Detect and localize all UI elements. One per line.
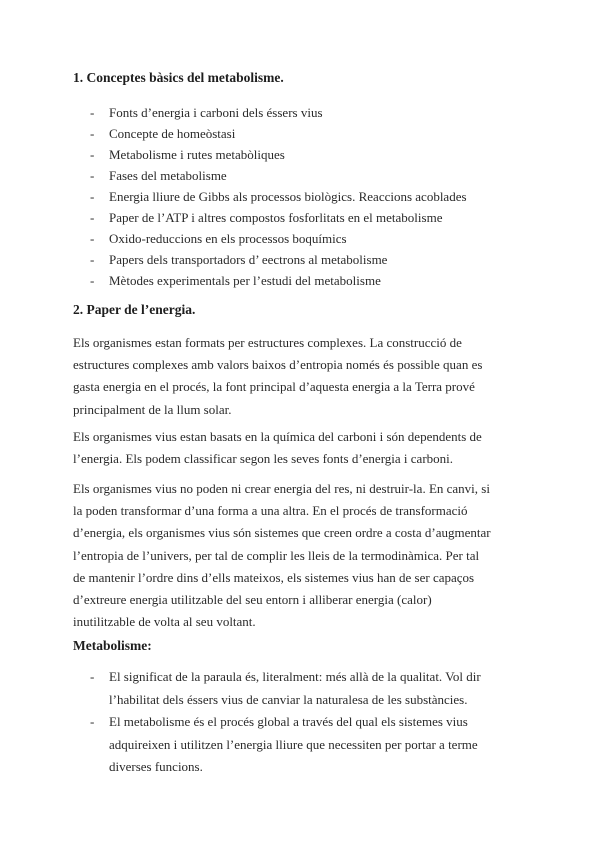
list-item-text: Papers dels transportadors d’ eectrons al metabolisme — [109, 252, 388, 267]
paragraph-line: estructures complexes amb valors baixos d’entropia només és possible quan es — [73, 357, 483, 373]
paragraph-line: l’entropia de l’univers, per tal de complir les lleis de la termodinàmica. Per tal — [73, 547, 480, 563]
list-item-text: Metabolisme i rutes metabòliques — [109, 147, 285, 162]
list-item-line: adquireixen i utilitzen l’energia lliure que necessiten per portar a terme — [109, 736, 478, 752]
list-dash: - — [90, 105, 95, 120]
paragraph-line: d’extreure energia utilitzable del seu entorn i alliberar energia (calor) — [73, 592, 432, 608]
list-item-line: l’habilitat dels éssers vius de canviar la naturalesa de les substàncies. — [109, 691, 468, 707]
list-dash: - — [90, 273, 95, 288]
paragraph-2 — [73, 426, 533, 470]
list-dash: - — [90, 210, 95, 225]
list-dash: - — [90, 252, 95, 267]
list-dash: - — [90, 714, 95, 729]
paragraph-line: Els organismes estan formats per estructures complexes. La construcció de — [73, 335, 462, 350]
paragraph-line: l’energia. Els podem classificar segon les seves fonts d’energia i carboni. — [73, 451, 454, 467]
list-item-text — [109, 666, 481, 711]
list-dash: - — [90, 147, 95, 162]
list-item-text: Concepte de homeòstasi — [109, 126, 236, 141]
list-item-text — [109, 711, 481, 779]
list-dash: - — [90, 669, 95, 684]
list-item-text: Fonts d’energia i carboni dels éssers vius — [109, 105, 323, 120]
list-item-text: Oxido-reduccions en els processos boquímics — [109, 231, 347, 246]
paragraph-line: d’energia, els organismes vius són sistemes que creen ordre a costa d’augmentar — [73, 525, 491, 541]
paragraph-line: inutilitzable de volta al seu voltant. — [73, 614, 256, 630]
list-item-line: diverses funcions. — [109, 759, 203, 774]
list-item — [0, 666, 481, 711]
paragraph-line: la poden transformar d’una forma a una altra. En el procés de transformació — [73, 503, 468, 519]
paragraph-1 — [73, 332, 533, 421]
section-1-heading: 1. Conceptes bàsics del metabolisme. — [73, 70, 284, 85]
paragraph-3 — [73, 478, 533, 633]
list-dash: - — [90, 231, 95, 246]
metabolisme-list — [0, 666, 481, 779]
section-2-heading: 2. Paper de l’energia. — [73, 302, 196, 317]
list-item-line: El significat de la paraula és, literalment: més allà de la qualitat. Vol dir — [109, 669, 481, 684]
paragraph-line: Els organismes vius estan basats en la química del carboni i són dependents de — [73, 429, 482, 444]
paragraph-line: Els organismes vius no poden ni crear energia del res, ni destruir-la. En canvi, si — [73, 481, 490, 496]
list-dash: - — [90, 126, 95, 141]
metabolisme-heading: Metabolisme: — [73, 638, 152, 653]
list-item-text: Fases del metabolisme — [109, 168, 227, 183]
list-item — [0, 711, 481, 779]
list-item-text: Paper de l’ATP i altres compostos fosforlitats en el metabolisme — [109, 210, 443, 225]
paragraph-line: principalment de la llum solar. — [73, 401, 232, 417]
list-item-line: El metabolisme és el procés global a través del qual els sistemes vius — [109, 714, 468, 729]
list-dash: - — [90, 168, 95, 183]
paragraph-line: de mantenir l’ordre dins d’ells mateixos, els sistemes vius han de ser capaços — [73, 569, 475, 585]
paragraph-line: gasta energia en el procés, la font principal d’aquesta energia a la Terra prové — [73, 379, 475, 395]
list-item-text: Energia lliure de Gibbs als processos biològics. Reaccions acoblades — [109, 189, 467, 204]
list-item-text: Mètodes experimentals per l’estudi del metabolisme — [109, 273, 381, 288]
list-dash: - — [90, 189, 95, 204]
